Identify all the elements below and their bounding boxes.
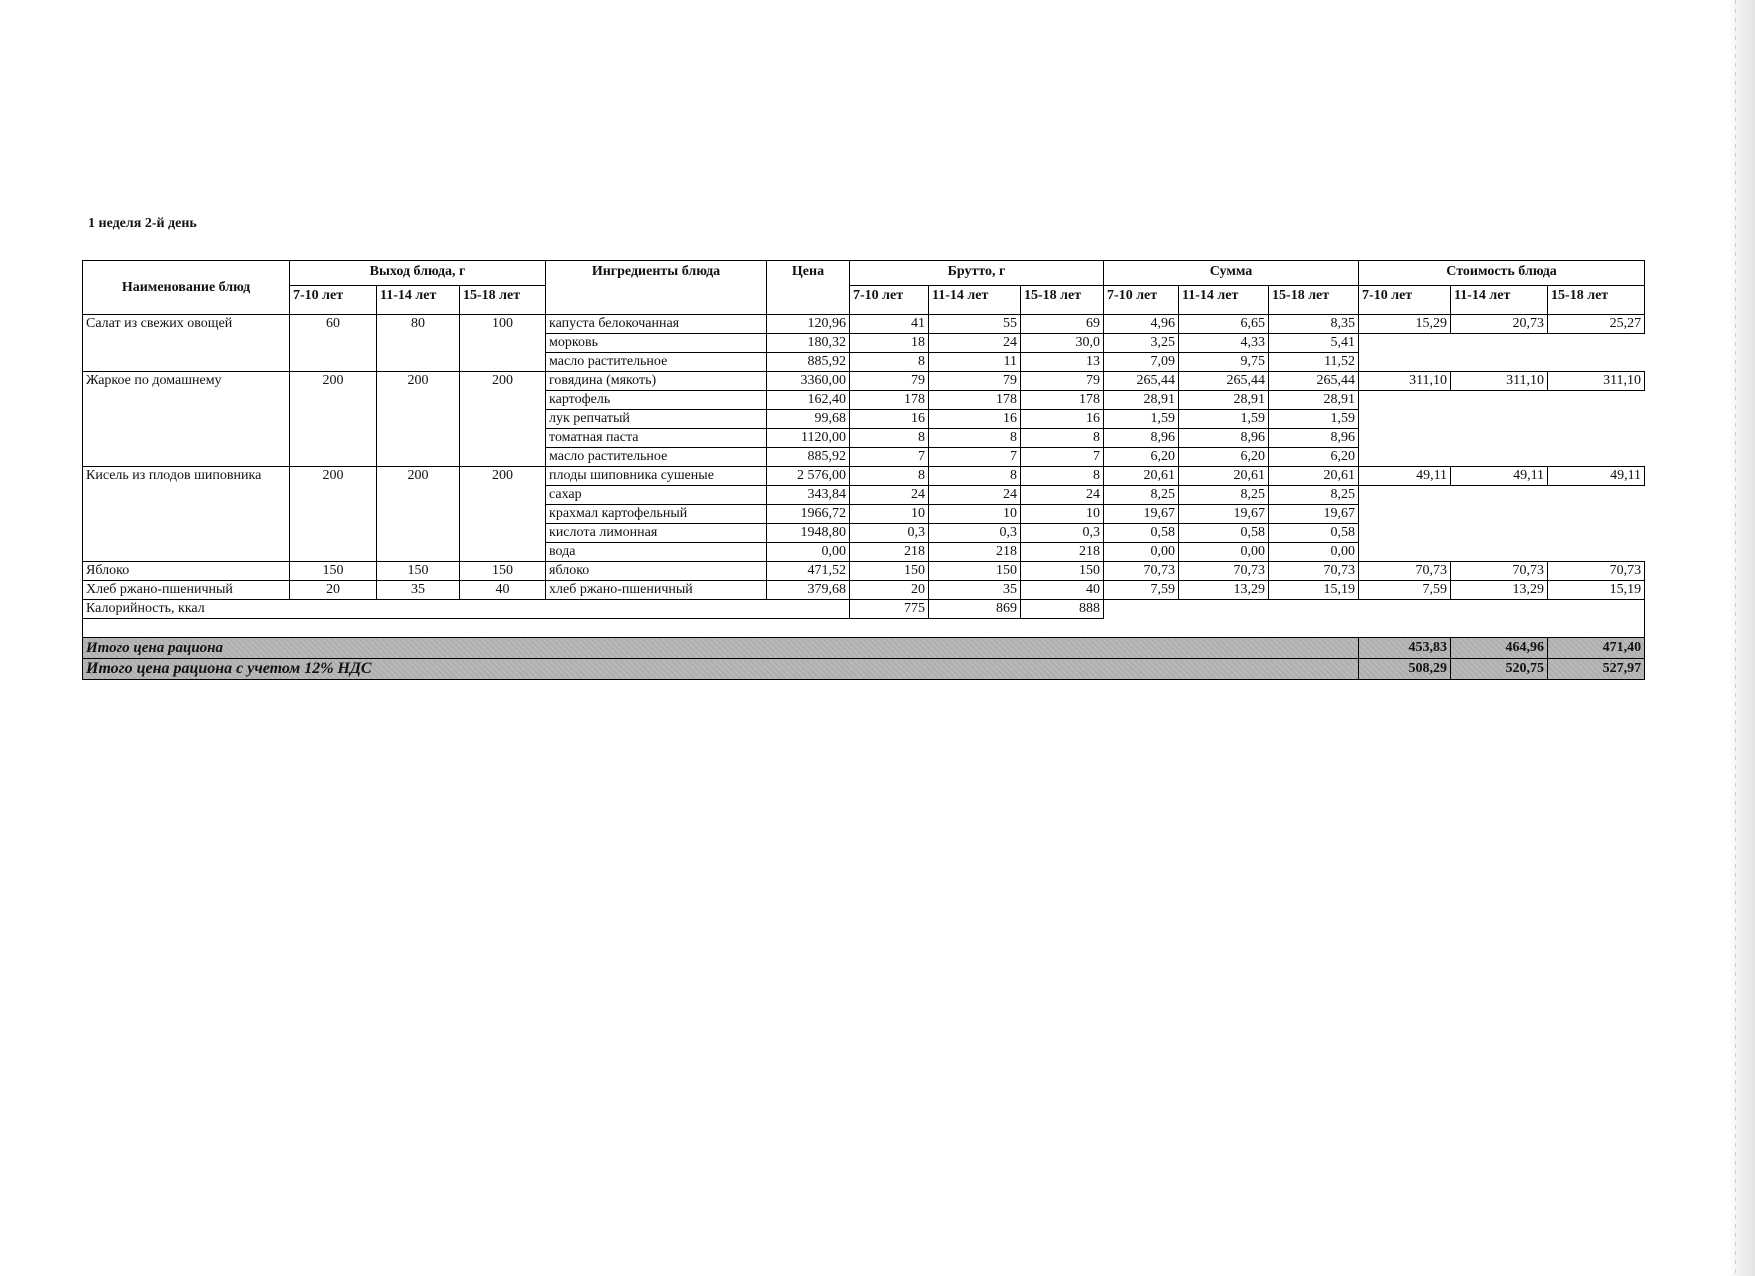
dish-cost: 311,10 xyxy=(1451,372,1548,391)
ingredient-name: масло растительное xyxy=(546,353,767,372)
spacer-row xyxy=(83,619,1645,638)
header-age-group: 7-10 лет xyxy=(1104,286,1179,315)
ingredient-sum: 70,73 xyxy=(1104,562,1179,581)
total-value: 471,40 xyxy=(1548,638,1645,659)
ingredient-brutto: 150 xyxy=(1021,562,1104,581)
dish-name: Хлеб ржано-пшеничный xyxy=(83,581,290,600)
ingredient-brutto: 178 xyxy=(850,391,929,410)
dish-yield: 100 xyxy=(460,315,546,372)
ingredient-brutto: 8 xyxy=(850,429,929,448)
dish-yield: 150 xyxy=(377,562,460,581)
ingredient-name: плоды шиповника сушеные xyxy=(546,467,767,486)
header-dish-name: Наименование блюд xyxy=(83,261,290,315)
dish-yield: 150 xyxy=(460,562,546,581)
ingredient-price: 343,84 xyxy=(767,486,850,505)
ingredient-row xyxy=(83,372,1645,391)
cost-blank xyxy=(1359,391,1645,467)
ingredient-brutto: 40 xyxy=(1021,581,1104,600)
ingredient-sum: 15,19 xyxy=(1269,581,1359,600)
ingredient-sum: 13,29 xyxy=(1179,581,1269,600)
ingredient-brutto: 8 xyxy=(1021,467,1104,486)
ingredient-brutto: 8 xyxy=(929,429,1021,448)
header-age-group: 11-14 лет xyxy=(929,286,1021,315)
ingredient-brutto: 24 xyxy=(850,486,929,505)
ingredient-sum: 8,96 xyxy=(1179,429,1269,448)
dish-yield: 40 xyxy=(460,581,546,600)
dish-yield: 80 xyxy=(377,315,460,372)
dish-yield: 35 xyxy=(377,581,460,600)
page-title: 1 неделя 2-й день xyxy=(88,216,197,231)
ingredient-sum: 8,25 xyxy=(1269,486,1359,505)
dish-yield: 200 xyxy=(377,372,460,467)
calories-filler xyxy=(1104,600,1645,619)
ingredient-price: 0,00 xyxy=(767,543,850,562)
cost-blank xyxy=(1359,334,1645,372)
ingredient-brutto: 24 xyxy=(929,334,1021,353)
ingredient-brutto: 218 xyxy=(850,543,929,562)
ingredient-brutto: 35 xyxy=(929,581,1021,600)
header-age-group: 7-10 лет xyxy=(1359,286,1451,315)
ingredient-price: 99,68 xyxy=(767,410,850,429)
ingredient-brutto: 16 xyxy=(1021,410,1104,429)
cost-blank xyxy=(1359,486,1645,562)
dish-cost: 311,10 xyxy=(1359,372,1451,391)
header-age-group: 7-10 лет xyxy=(850,286,929,315)
ingredient-price: 2 576,00 xyxy=(767,467,850,486)
ingredient-sum: 70,73 xyxy=(1269,562,1359,581)
total-vat-label: Итого цена рациона с учетом 12% НДС xyxy=(83,659,1359,680)
ingredient-name: кислота лимонная xyxy=(546,524,767,543)
dish-yield: 150 xyxy=(290,562,377,581)
ingredient-sum: 4,96 xyxy=(1104,315,1179,334)
ingredient-brutto: 150 xyxy=(850,562,929,581)
dish-cost: 13,29 xyxy=(1451,581,1548,600)
ingredient-sum: 20,61 xyxy=(1179,467,1269,486)
ingredient-sum: 28,91 xyxy=(1269,391,1359,410)
ingredient-brutto: 10 xyxy=(850,505,929,524)
ingredient-row xyxy=(83,315,1645,334)
ingredient-sum: 0,00 xyxy=(1269,543,1359,562)
dish-cost: 311,10 xyxy=(1548,372,1645,391)
ingredient-row xyxy=(83,562,1645,581)
ingredient-price: 1120,00 xyxy=(767,429,850,448)
header-age-group: 15-18 лет xyxy=(460,286,546,315)
ingredient-brutto: 79 xyxy=(1021,372,1104,391)
ingredient-brutto: 79 xyxy=(850,372,929,391)
ingredient-row xyxy=(83,467,1645,486)
ingredient-brutto: 55 xyxy=(929,315,1021,334)
calories-value: 775 xyxy=(850,600,929,619)
ingredient-brutto: 150 xyxy=(929,562,1021,581)
ingredient-brutto: 7 xyxy=(929,448,1021,467)
dish-cost: 49,11 xyxy=(1548,467,1645,486)
ingredient-name: крахмал картофельный xyxy=(546,505,767,524)
ingredient-sum: 8,96 xyxy=(1104,429,1179,448)
ingredient-brutto: 20 xyxy=(850,581,929,600)
dish-cost: 70,73 xyxy=(1451,562,1548,581)
ingredient-name: капуста белокочанная xyxy=(546,315,767,334)
header-age-group: 15-18 лет xyxy=(1548,286,1645,315)
dish-name: Кисель из плодов шиповника xyxy=(83,467,290,562)
ingredient-brutto: 8 xyxy=(850,467,929,486)
ingredient-sum: 0,58 xyxy=(1179,524,1269,543)
ingredient-sum: 19,67 xyxy=(1179,505,1269,524)
ingredient-sum: 11,52 xyxy=(1269,353,1359,372)
ingredient-brutto: 16 xyxy=(929,410,1021,429)
ingredient-name: лук репчатый xyxy=(546,410,767,429)
ingredient-sum: 3,25 xyxy=(1104,334,1179,353)
ingredient-brutto: 218 xyxy=(1021,543,1104,562)
dish-cost: 7,59 xyxy=(1359,581,1451,600)
ingredient-sum: 28,91 xyxy=(1104,391,1179,410)
ingredient-sum: 6,20 xyxy=(1269,448,1359,467)
ingredient-brutto: 24 xyxy=(929,486,1021,505)
ingredient-brutto: 178 xyxy=(929,391,1021,410)
ingredient-sum: 8,25 xyxy=(1104,486,1179,505)
dish-cost: 49,11 xyxy=(1359,467,1451,486)
ingredient-sum: 7,09 xyxy=(1104,353,1179,372)
header-age-group: 11-14 лет xyxy=(377,286,460,315)
ingredient-brutto: 11 xyxy=(929,353,1021,372)
header-cost: Стоимость блюда xyxy=(1359,261,1645,286)
dish-cost: 15,19 xyxy=(1548,581,1645,600)
dish-yield: 200 xyxy=(290,372,377,467)
dish-cost: 70,73 xyxy=(1548,562,1645,581)
ingredient-name: масло растительное xyxy=(546,448,767,467)
total-row xyxy=(83,638,1645,659)
ingredient-price: 180,32 xyxy=(767,334,850,353)
ingredient-brutto: 8 xyxy=(850,353,929,372)
ingredient-price: 3360,00 xyxy=(767,372,850,391)
ingredient-brutto: 7 xyxy=(1021,448,1104,467)
ingredient-price: 885,92 xyxy=(767,448,850,467)
calories-row xyxy=(83,600,1645,619)
ingredient-sum: 7,59 xyxy=(1104,581,1179,600)
menu-body xyxy=(83,315,1645,600)
dish-yield: 20 xyxy=(290,581,377,600)
ingredient-brutto: 16 xyxy=(850,410,929,429)
ingredient-brutto: 178 xyxy=(1021,391,1104,410)
ingredient-sum: 1,59 xyxy=(1179,410,1269,429)
dish-cost: 49,11 xyxy=(1451,467,1548,486)
header-sum: Сумма xyxy=(1104,261,1359,286)
ingredient-sum: 9,75 xyxy=(1179,353,1269,372)
ingredient-sum: 1,59 xyxy=(1104,410,1179,429)
dish-name: Жаркое по домашнему xyxy=(83,372,290,467)
ingredient-brutto: 0,3 xyxy=(850,524,929,543)
ingredient-sum: 0,00 xyxy=(1179,543,1269,562)
ingredient-brutto: 10 xyxy=(929,505,1021,524)
ingredient-brutto: 10 xyxy=(1021,505,1104,524)
ingredient-brutto: 8 xyxy=(1021,429,1104,448)
ingredient-brutto: 13 xyxy=(1021,353,1104,372)
total-vat-value: 520,75 xyxy=(1451,659,1548,680)
ingredient-price: 1966,72 xyxy=(767,505,850,524)
ingredient-price: 1948,80 xyxy=(767,524,850,543)
ingredient-sum: 0,58 xyxy=(1104,524,1179,543)
ingredient-brutto: 69 xyxy=(1021,315,1104,334)
ingredient-brutto: 18 xyxy=(850,334,929,353)
header-price: Цена xyxy=(767,261,850,315)
ingredient-sum: 0,00 xyxy=(1104,543,1179,562)
ingredient-price: 162,40 xyxy=(767,391,850,410)
ingredient-sum: 265,44 xyxy=(1179,372,1269,391)
header-brutto: Брутто, г xyxy=(850,261,1104,286)
ingredient-sum: 0,58 xyxy=(1269,524,1359,543)
ingredient-sum: 8,25 xyxy=(1179,486,1269,505)
ingredient-sum: 28,91 xyxy=(1179,391,1269,410)
ingredient-sum: 19,67 xyxy=(1269,505,1359,524)
ingredient-brutto: 24 xyxy=(1021,486,1104,505)
ingredient-sum: 6,65 xyxy=(1179,315,1269,334)
header-age-group: 11-14 лет xyxy=(1179,286,1269,315)
header-ingredients: Ингредиенты блюда xyxy=(546,261,767,315)
ingredient-brutto: 0,3 xyxy=(1021,524,1104,543)
dish-cost: 70,73 xyxy=(1359,562,1451,581)
ingredient-price: 379,68 xyxy=(767,581,850,600)
header-age-group: 11-14 лет xyxy=(1451,286,1548,315)
ingredient-brutto: 0,3 xyxy=(929,524,1021,543)
total-vat-value: 508,29 xyxy=(1359,659,1451,680)
ingredient-row xyxy=(83,581,1645,600)
ingredient-sum: 19,67 xyxy=(1104,505,1179,524)
ingredient-sum: 265,44 xyxy=(1104,372,1179,391)
ingredient-sum: 6,20 xyxy=(1179,448,1269,467)
dish-cost: 25,27 xyxy=(1548,315,1645,334)
dish-cost: 20,73 xyxy=(1451,315,1548,334)
header-age-group: 15-18 лет xyxy=(1021,286,1104,315)
ingredient-brutto: 8 xyxy=(929,467,1021,486)
total-vat-value: 527,97 xyxy=(1548,659,1645,680)
calories-value: 869 xyxy=(929,600,1021,619)
scan-edge xyxy=(1729,0,1755,1276)
total-value: 464,96 xyxy=(1451,638,1548,659)
ingredient-sum: 20,61 xyxy=(1104,467,1179,486)
ingredient-brutto: 79 xyxy=(929,372,1021,391)
ingredient-brutto: 41 xyxy=(850,315,929,334)
ingredient-sum: 5,41 xyxy=(1269,334,1359,353)
dish-yield: 200 xyxy=(460,372,546,467)
ingredient-price: 120,96 xyxy=(767,315,850,334)
ingredient-sum: 70,73 xyxy=(1179,562,1269,581)
header-age-group: 15-18 лет xyxy=(1269,286,1359,315)
ingredient-name: томатная паста xyxy=(546,429,767,448)
ingredient-brutto: 218 xyxy=(929,543,1021,562)
ingredient-sum: 265,44 xyxy=(1269,372,1359,391)
dish-yield: 200 xyxy=(377,467,460,562)
ingredient-sum: 4,33 xyxy=(1179,334,1269,353)
calories-value: 888 xyxy=(1021,600,1104,619)
dish-yield: 200 xyxy=(290,467,377,562)
dish-yield: 60 xyxy=(290,315,377,372)
ingredient-sum: 8,96 xyxy=(1269,429,1359,448)
menu-table xyxy=(82,260,1645,680)
ingredient-brutto: 30,0 xyxy=(1021,334,1104,353)
dish-cost: 15,29 xyxy=(1359,315,1451,334)
ingredient-sum: 1,59 xyxy=(1269,410,1359,429)
ingredient-sum: 20,61 xyxy=(1269,467,1359,486)
header-yield: Выход блюда, г xyxy=(290,261,546,286)
dish-yield: 200 xyxy=(460,467,546,562)
header-age-group: 7-10 лет xyxy=(290,286,377,315)
ingredient-name: хлеб ржано-пшеничный xyxy=(546,581,767,600)
ingredient-name: картофель xyxy=(546,391,767,410)
total-value: 453,83 xyxy=(1359,638,1451,659)
total-vat-row xyxy=(83,659,1645,680)
ingredient-sum: 6,20 xyxy=(1104,448,1179,467)
ingredient-brutto: 7 xyxy=(850,448,929,467)
dish-name: Яблоко xyxy=(83,562,290,581)
ingredient-price: 471,52 xyxy=(767,562,850,581)
ingredient-name: морковь xyxy=(546,334,767,353)
dish-name: Салат из свежих овощей xyxy=(83,315,290,372)
ingredient-name: яблоко xyxy=(546,562,767,581)
spacer-cell xyxy=(83,619,1645,638)
ingredient-sum: 8,35 xyxy=(1269,315,1359,334)
ingredient-price: 885,92 xyxy=(767,353,850,372)
ingredient-name: говядина (мякоть) xyxy=(546,372,767,391)
ingredient-name: сахар xyxy=(546,486,767,505)
total-label: Итого цена рациона xyxy=(83,638,1359,659)
calories-label: Калорийность, ккал xyxy=(83,600,850,619)
ingredient-name: вода xyxy=(546,543,767,562)
